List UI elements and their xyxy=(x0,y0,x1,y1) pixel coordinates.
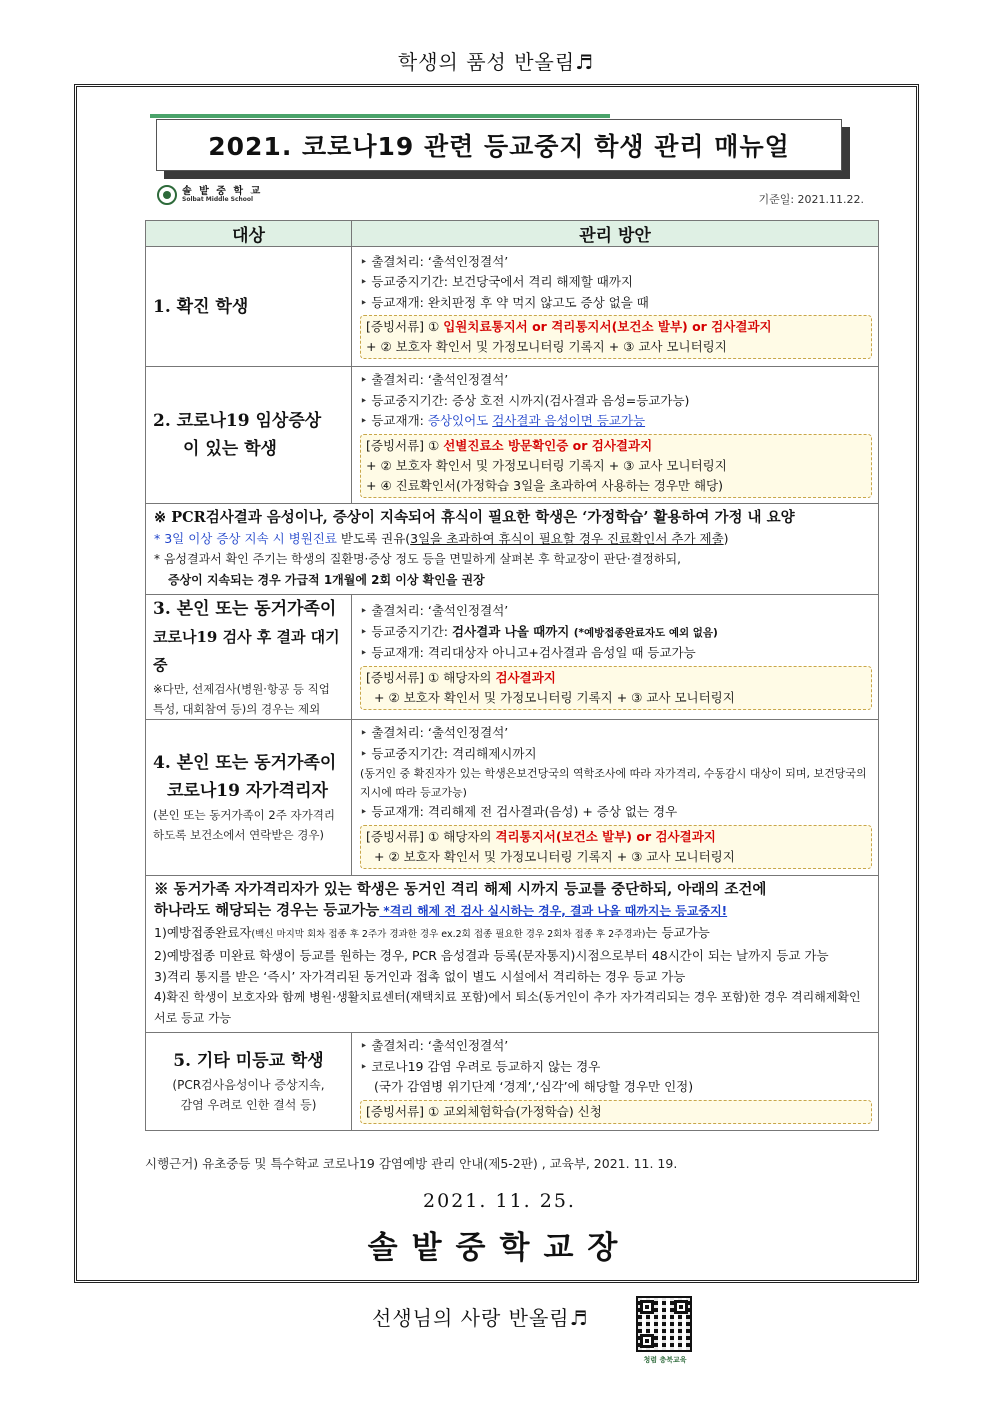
management-cell: ‣ 출결처리: ‘출석인정결석’ ‣ 등교중지기간: 검사결과 나올 때까지 (*예방접종완료자도 예외 없음) ‣ 등교재개: 격리대상자 아니고+검사결과 음성일 때 등교가능 [증빙서류] ① 해당자의 검사결과지 + ② 보호자 확인서 및 가정모니터링 기록지 + ③ 교사 모니터링지 xyxy=(352,594,879,719)
school-logo xyxy=(157,185,262,205)
evidence-box: [증빙서류] ① 입원치료통지서 or 격리통지서(보건소 발부) or 검사결과지 + ② 보호자 확인서 및 가정모니터링 기록지 + ③ 교사 모니터링지 xyxy=(360,315,872,359)
category-cell: 2. 코로나19 임상증상 이 있는 학생 xyxy=(146,367,352,504)
table-row xyxy=(146,594,879,719)
document-frame xyxy=(74,84,919,1283)
school-name-kr: 솔 밭 중 학 교 xyxy=(182,185,263,197)
management-cell: ‣ 출결처리: ‘출석인정결석’ ‣ 등교중지기간: 증상 호전 시까지(검사결과 음성=등교가능) ‣ 등교재개: 증상있어도 검사결과 음성이면 등교가능 [증빙서류] ① 선별진료소 방문확인증 or 검사결과지 + ② 보호자 확인서 및 가정모니터링 기록지 + ③ 교사 모니터링지 + ④ 진료확인서(가정학습 3일을 초과하여 사용하는 경우만 해당) xyxy=(352,367,879,504)
reference-date: 기준일: 2021.11.22. xyxy=(758,193,864,206)
school-emblem-icon xyxy=(157,185,177,205)
school-name-en: Solbat Middle School xyxy=(182,196,254,204)
header-target: 대상 xyxy=(146,221,352,247)
title-box xyxy=(156,119,842,171)
table-header-row xyxy=(146,221,879,247)
evidence-box: [증빙서류] ① 교외체험학습(가정학습) 신청 xyxy=(360,1100,872,1124)
management-cell: ‣ 출결처리: ‘출석인정결석’ ‣ 코로나19 감염 우려로 등교하지 않는 경우 (국가 감염병 위기단계 ‘경계’,‘심각’에 해당할 경우만 인정) [증빙서류] ① 교외체험학습(가정학습) 신청 xyxy=(352,1032,879,1130)
category-cell: 1. 확진 학생 xyxy=(146,247,352,367)
evidence-box: [증빙서류] ① 해당자의 격리통지서(보건소 발부) or 검사결과지 + ② 보호자 확인서 및 가정모니터링 기록지 + ③ 교사 모니터링지 xyxy=(360,825,872,869)
management-table xyxy=(145,220,879,1131)
category-cell: 3. 본인 또는 동거가족이 코로나19 검사 후 결과 대기중 ※다만, 선제검사(병원·항공 등 직업 특성, 대회참여 등)의 경우는 제외 xyxy=(146,594,352,719)
footer-banner: 선생님의 사랑 반올림♬ xyxy=(372,1306,589,1330)
page-title: 2021. 코로나19 관련 등교중지 학생 관리 매뉴얼 xyxy=(156,119,842,171)
note-pcr: ※ PCR검사결과 음성이나, 증상이 지속되어 휴식이 필요한 학생은 ‘가정학습’ 활용하여 가정 내 요양 * 3일 이상 증상 지속 시 병원진료 받도록 권유(3일을 초과하여 휴식이 필요할 경우 진료확인서 추가 제출) * 음성결과서 확인 주기는 학생의 질환명·증상 정도 등을 면밀하게 살펴본 후 학교장이 판단·결정하되, 증상이 지속되는 경우 가급적 1개월에 2회 이상 확인을 권장 xyxy=(146,503,879,594)
legal-basis: 시행근거) 유초중등 및 특수학교 코로나19 감염예방 관리 안내(제5-2판) , 교육부, 2021. 11. 19. xyxy=(145,1156,678,1171)
category-cell: 5. 기타 미등교 학생 (PCR검사음성이나 증상지속, 감염 우려로 인한 결석 등) xyxy=(146,1032,352,1130)
note-household-isolation: ※ 동거가족 자가격리자가 있는 학생은 동거인 격리 해제 시까지 등교를 중단하되, 아래의 조건에 하나라도 해당되는 경우는 등교가능 *격리 해제 전 검사 실시하는 경우, 결과 나올 때까지는 등교중지! 1)예방접종완료자(백신 마지막 회차 접종 후 2주가 경과한 경우 ex.2회 접종 필요한 경우 2회차 접종 후 2주경과)는 등교가능 2)예방접종 미완료 학생이 등교를 원하는 경우, PCR 음성결과 등록(문자통지)시점으로부터 48시간이 되는 날까지 등교 가능 3)격리 통지를 받은 ‘즉시’ 자가격리된 동거인과 접촉 없이 별도 시설에서 격리하는 경우 등교 가능 4)확진 학생이 보호자와 함께 병원·생활치료센터(재택치료 포함)에서 퇴소(동거인이 추가 자가격리되는 경우 포함)한 경우 격리해제확인서로 등교 가능 xyxy=(146,875,879,1032)
table-row xyxy=(146,503,879,594)
header-management: 관리 방안 xyxy=(352,221,879,247)
management-cell: ‣ 출결처리: ‘출석인정결석’ ‣ 등교중지기간: 격리해제시까지 (동거인 중 확진자가 있는 학생은보건당국의 역학조사에 따라 자가격리, 수동감시 대상이 되며, 보건당국의 지시에 따라 등교가능) ‣ 등교재개: 격리해제 전 검사결과(음성) + 증상 없는 경우 [증빙서류] ① 해당자의 격리통지서(보건소 발부) or 검사결과지 + ② 보호자 확인서 및 가정모니터링 기록지 + ③ 교사 모니터링지 xyxy=(352,719,879,875)
management-cell: ‣ 출결처리: ‘출석인정결석’ ‣ 등교중지기간: 보건당국에서 격리 해제할 때까지 ‣ 등교재개: 완치판정 후 약 먹지 않고도 증상 없을 때 [증빙서류] ① 입원치료통지서 or 격리통지서(보건소 발부) or 검사결과지 + ② 보호자 확인서 및 가정모니터링 기록지 + ③ 교사 모니터링지 xyxy=(352,247,879,367)
issue-date: 2021. 11. 25. xyxy=(423,1190,576,1212)
table-row xyxy=(146,1032,879,1130)
evidence-box: [증빙서류] ① 선별진료소 방문확인증 or 검사결과지 + ② 보호자 확인서 및 가정모니터링 기록지 + ③ 교사 모니터링지 + ④ 진료확인서(가정학습 3일을 초과하여 사용하는 경우만 해당) xyxy=(360,434,872,498)
principal-signature: 솔밭중학교장 xyxy=(367,1230,632,1266)
qr-code-icon xyxy=(636,1296,692,1352)
table-row xyxy=(146,247,879,367)
header-banner: 학생의 품성 반올림♬ xyxy=(397,50,595,74)
table-row xyxy=(146,719,879,875)
table-row xyxy=(146,875,879,1032)
qr-caption: 청렴 충북교육 xyxy=(643,1356,687,1364)
evidence-box: [증빙서류] ① 해당자의 검사결과지 + ② 보호자 확인서 및 가정모니터링 기록지 + ③ 교사 모니터링지 xyxy=(360,666,872,710)
category-cell: 4. 본인 또는 동거가족이 코로나19 자가격리자 (본인 또는 동거가족이 2주 자가격리 하도록 보건소에서 연락받은 경우) xyxy=(146,719,352,875)
table-row xyxy=(146,367,879,504)
